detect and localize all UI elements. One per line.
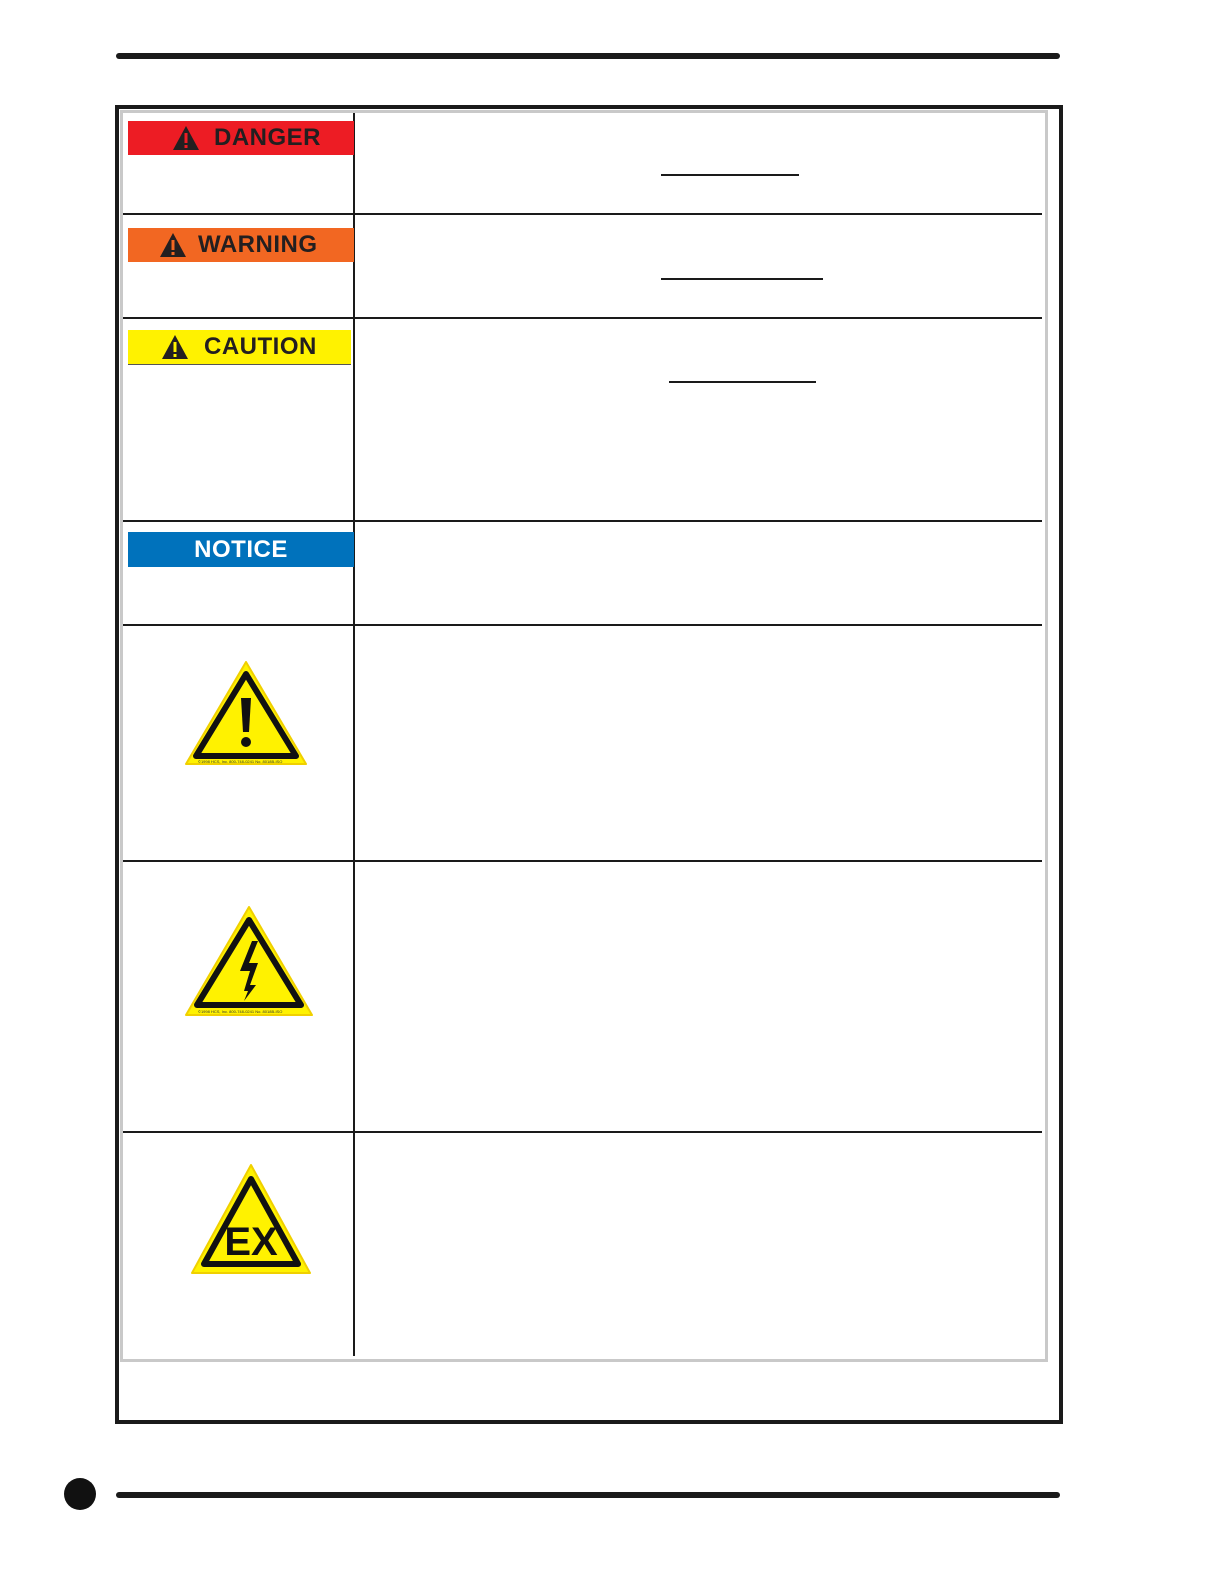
row-divider: [123, 317, 1042, 319]
caution-label-text: CAUTION: [204, 333, 317, 360]
header-rule: [116, 53, 1060, 59]
warning-triangle-icon: [161, 334, 189, 360]
danger-label-text: DANGER: [214, 124, 322, 151]
symbol-fine-print: ©1998 HCS, Inc. 800-748-0241 No. 8018B-ISO: [198, 759, 283, 764]
notice-label-text: NOTICE: [194, 535, 288, 563]
notice-signal-label: [128, 532, 354, 567]
row-divider: [123, 624, 1042, 626]
column-divider: [353, 113, 355, 1356]
electrical-hazard-icon: [184, 905, 314, 1017]
text-underline: [669, 381, 816, 383]
row-divider: [123, 520, 1042, 522]
exclamation-warning-icon: [184, 660, 308, 766]
explosive-atmosphere-ex-icon: [190, 1163, 312, 1275]
ex-mark-text: EX: [224, 1220, 278, 1264]
warning-label-text: WARNING: [198, 231, 318, 258]
row-divider: [123, 213, 1042, 215]
caution-signal-label: [128, 330, 351, 365]
footer-rule: [116, 1492, 1060, 1498]
warning-triangle-icon: [159, 232, 187, 258]
warning-triangle-icon: [172, 125, 200, 151]
page-marker-dot: [64, 1478, 96, 1510]
row-divider: [123, 1131, 1042, 1133]
row-divider: [123, 860, 1042, 862]
text-underline: [661, 278, 823, 280]
danger-signal-label: [128, 121, 354, 155]
text-underline: [661, 174, 799, 176]
symbol-fine-print: ©1998 HCS, Inc. 800-748-0241 No. 8018B-ISO: [198, 1009, 283, 1014]
warning-signal-label: [128, 228, 354, 262]
